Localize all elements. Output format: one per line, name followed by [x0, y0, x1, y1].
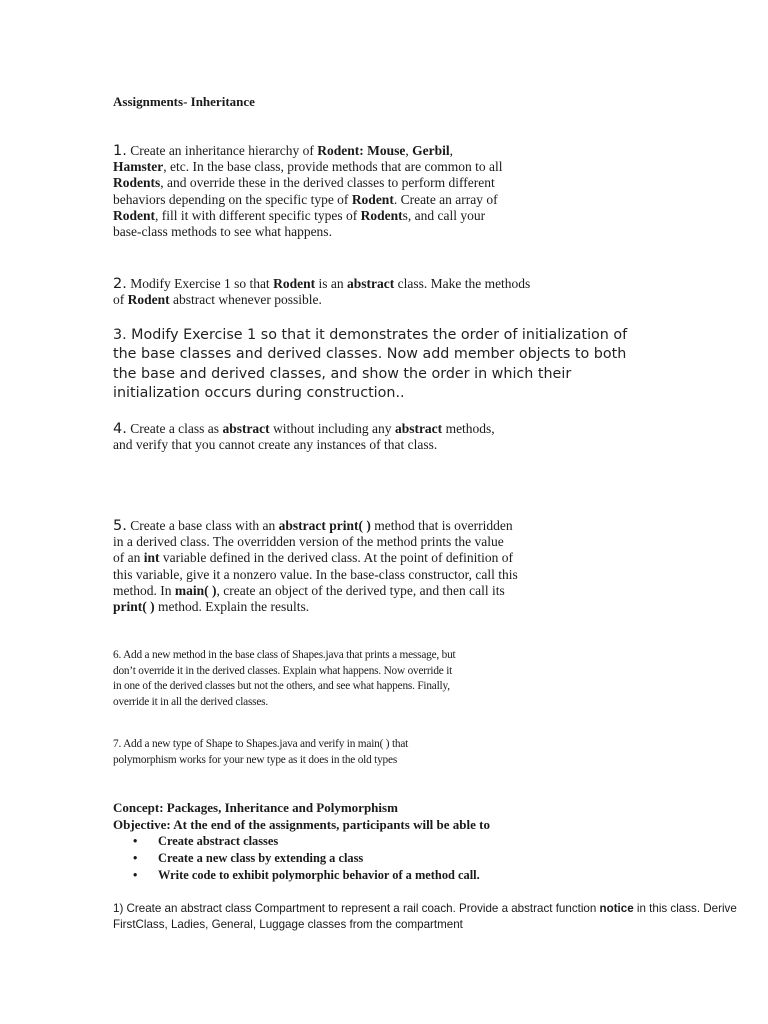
list-item: • Write code to exhibit polymorphic behavior of a method call. — [113, 867, 713, 884]
concept-section — [113, 799, 713, 884]
exercise-number: 4. — [113, 421, 127, 437]
exercise-3: 3. Modify Exercise 1 so that it demonstrates the order of initialization of the base classes and derived classes. Now add member objects to both the base and derived classes, and show the order in which their initialization occurs during construction.. — [113, 327, 628, 401]
exercise-number: 5. — [113, 518, 127, 534]
exercise-5: 5. Create a base class with an abstract print( ) method that is overridden in a derived class. The overridden version of the method prints the value of an int variable defined in the derived class. At the point of definition of this variable, give it a nonzero value. In the base-class constructor, call this method. In main( ), create an object of the derived type, and then call its print( ) method. Explain the results. — [113, 518, 518, 615]
exercise-number: 2. — [113, 276, 127, 292]
exercise-2: 2. Modify Exercise 1 so that Rodent is an abstract class. Make the methods of Rodent abstract whenever possible. — [113, 276, 531, 308]
page-title: Assignments- Inheritance — [113, 94, 255, 109]
exercise-7: 7. Add a new type of Shape to Shapes.java and verify in main( ) that polymorphism works for your new type as it does in the old types — [113, 738, 409, 766]
exercise-1: 1. Create an inheritance hierarchy of Rodent: Mouse, Gerbil, Hamster, etc. In the base class, provide methods that are common to all Rodents, and override these in the derived classes to perform different behaviors depending on the specific type of Rodent. Create an array of Rodent, fill it with different specific types of Rodents, and call your base-class methods to see what happens. — [113, 143, 503, 240]
exercise-number: 1. — [113, 143, 127, 159]
exercise-4: 4. Create a class as abstract without including any abstract methods, and verify that you cannot create any instances of that class. — [113, 421, 495, 453]
objective-heading: Objective: At the end of the assignments, participants will be able to — [113, 817, 490, 832]
list-item: • Create abstract classes — [113, 833, 713, 850]
exercise-6: 6. Add a new method in the base class of Shapes.java that prints a message, but don’t override it in the derived classes. Explain what happens. Now override it in one of the derived classes but not the others, and see what happens. Finally, override it in all the derived classes. — [113, 649, 456, 708]
objective-list — [113, 833, 713, 884]
concept-heading: Concept: Packages, Inheritance and Polymorphism — [113, 800, 398, 815]
list-item: • Create a new class by extending a class — [113, 850, 713, 867]
assignment-compartment: 1) Create an abstract class Compartment to represent a rail coach. Provide a abstract function notice in this class. Derive FirstClass, Ladies, General, Luggage classes from the compartment — [113, 902, 737, 931]
